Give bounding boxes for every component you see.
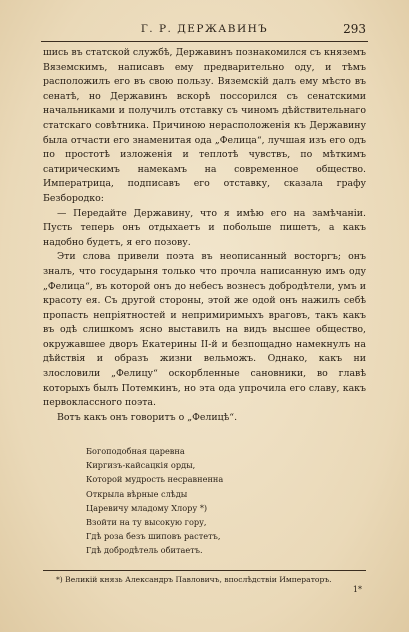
- paragraph: шись въ статской службѣ, Державинъ познакомился съ княземъ Вяземскимъ, написавъ ему предварительно оду, и тѣмъ расположилъ его въ свою пользу. Вяземскій далъ ему мѣсто въ сенатѣ, но Державинъ вскорѣ поссорился съ сенатскими начальниками и получилъ отставку съ чиномъ дѣйствительнаго статскаго совѣтника. Причиною нерасположенія къ Державину была отчасти его знаменитая ода „Фелица“, лучшая изъ его одъ по простотѣ изложенія и теплотѣ чувствъ, по мѣткимъ сатирическимъ намекамъ на современное общество. Императрица, подписавъ его отставку, сказала графу Безбородко:: [43, 47, 366, 204]
- footnote-rule: [43, 570, 366, 571]
- poem-line: Открыла вѣрные слѣды: [86, 488, 188, 499]
- poem-line: Киргизъ-кайсацкія орды,: [86, 460, 196, 471]
- header-rule: [41, 41, 368, 42]
- poem-line: Царевичу младому Хлору *): [86, 502, 208, 513]
- footnote: *) Великій князь Александръ Павловичъ, впослѣдствіи Императоръ.: [56, 575, 332, 584]
- running-head: Г. Р. ДЕРЖАВИНЪ: [140, 23, 269, 35]
- poem-line: Гдѣ роза безъ шиповъ растетъ,: [86, 531, 221, 542]
- paragraph: Вотъ какъ онъ говоритъ о „Фелицѣ“.: [57, 411, 238, 423]
- page-number: 293: [343, 22, 366, 36]
- poem-line: Гдѣ добродѣтель обитаетъ.: [86, 545, 203, 556]
- poem-line: Богоподобная царевна: [86, 446, 185, 456]
- poem-line: Которой мудрость несравненна: [86, 474, 224, 485]
- paragraph: Эти слова привели поэта въ неописанный восторгъ; онъ зналъ, что государыня только что прочла написанную имъ оду „Фелица“, въ которой онъ до небесъ вознесъ добродѣтели, умъ и красоту ея. Съ другой стороны, этой же одой онъ нажилъ себѣ пропасть непріятностей и непримиримыхъ враговъ, такъ какъ въ одѣ слишкомъ ясно выставилъ на видъ высшее общество, окружавшее дворъ Екатерины II-й и безпощадно намекнулъ на дѣйствія и образъ жизни вельможъ. Однако, какъ ни злословили „Фелицу“ оскорбленные сановники, во главѣ которыхъ былъ Потемкинъ, но эта ода упрочила его славу, какъ первоклассного поэта.: [43, 251, 366, 409]
- page-header: [41, 22, 368, 40]
- body-text: [43, 46, 366, 425]
- paragraph: — Передайте Державину, что я имѣю его на замѣчаніи. Пусть теперь онъ отдыхаетъ и побольше пишетъ, а какъ надобно будетъ, я его позову.: [43, 207, 366, 248]
- signature-mark: 1*: [352, 585, 362, 594]
- poem-excerpt: [86, 444, 346, 558]
- poem-line: Взойти на ту высокую гору,: [86, 517, 207, 528]
